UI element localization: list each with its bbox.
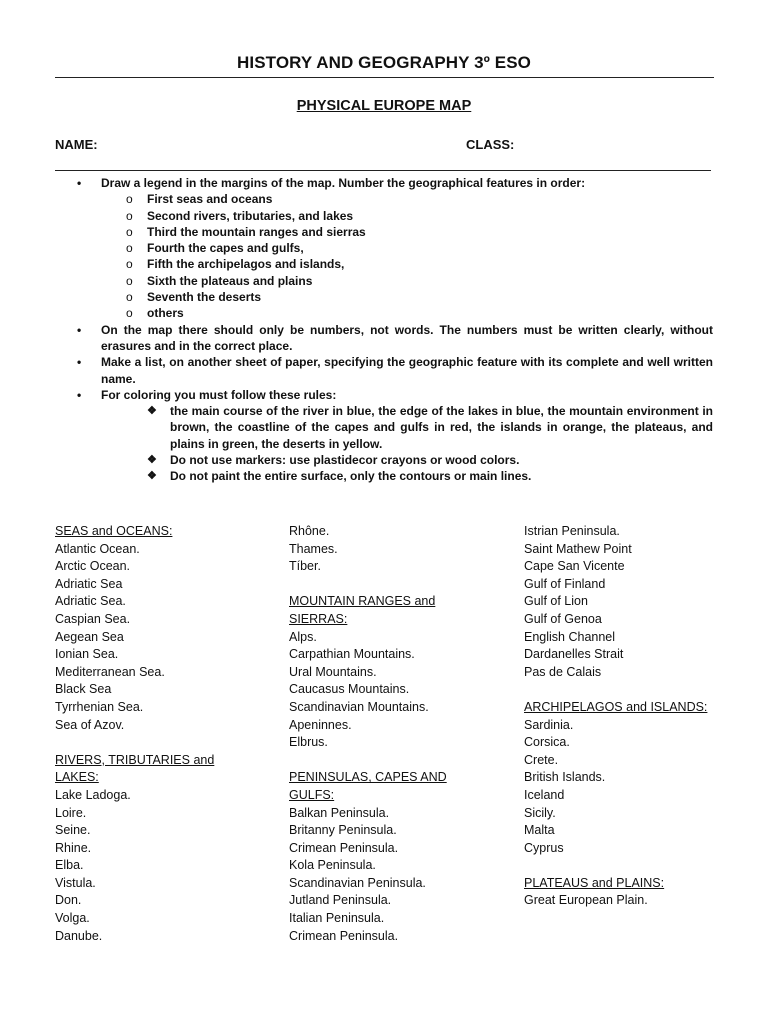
class-label: CLASS: bbox=[466, 137, 515, 152]
rule-text: Do not use markers: use plastidecor crayons or wood colors. bbox=[170, 453, 520, 468]
circle-bullet-icon: o bbox=[126, 290, 133, 305]
list-item: Malta bbox=[524, 823, 555, 838]
bullet-icon: • bbox=[77, 387, 82, 402]
list-item: Jutland Peninsula. bbox=[289, 893, 392, 908]
name-line bbox=[55, 170, 711, 171]
order-item bbox=[55, 224, 713, 240]
circle-bullet-icon: o bbox=[126, 273, 133, 288]
instruction-legend bbox=[55, 175, 713, 191]
list-item: British Islands. bbox=[524, 770, 606, 785]
list-item: Crimean Peninsula. bbox=[289, 928, 399, 943]
list-item: Alps. bbox=[289, 629, 317, 644]
coloring-rule bbox=[55, 403, 713, 452]
circle-bullet-icon: o bbox=[126, 257, 133, 272]
list-item: Caspian Sea. bbox=[55, 611, 131, 626]
spacer bbox=[55, 734, 214, 752]
list-item: Scandinavian Peninsula. bbox=[289, 875, 426, 890]
instruction-numbers bbox=[55, 322, 713, 355]
list-item: Sicily. bbox=[524, 805, 556, 820]
list-item: Gulf of Finland bbox=[524, 576, 606, 591]
list-item: Crimean Peninsula. bbox=[289, 840, 399, 855]
spacer bbox=[289, 576, 447, 594]
order-text: First seas and oceans bbox=[147, 192, 273, 207]
instruction-text: Draw a legend in the margins of the map. Number the geographical features in order: bbox=[101, 176, 586, 190]
list-item: Loire. bbox=[55, 805, 87, 820]
list-item: Cape San Vicente bbox=[524, 559, 625, 574]
mountains-heading: MOUNTAIN RANGES and bbox=[289, 594, 436, 609]
list-item: Thames. bbox=[289, 541, 338, 556]
rivers-heading: RIVERS, TRIBUTARIES and bbox=[55, 752, 215, 767]
list-item: Rhône. bbox=[289, 524, 330, 538]
instruction-text-pre bbox=[101, 323, 713, 353]
circle-bullet-icon: o bbox=[126, 306, 133, 321]
seas-heading: SEAS and OCEANS: bbox=[55, 524, 173, 538]
list-item: Volga. bbox=[55, 911, 90, 926]
list-item: Great European Plain. bbox=[524, 893, 648, 908]
list-item: Lake Ladoga. bbox=[55, 787, 131, 802]
order-item bbox=[55, 240, 713, 256]
islands-heading: ARCHIPELAGOS and ISLANDS: bbox=[524, 699, 708, 714]
list-item: Black Sea bbox=[55, 682, 112, 697]
list-item: Saint Mathew Point bbox=[524, 541, 632, 556]
spacer bbox=[524, 681, 707, 699]
list-column-2 bbox=[289, 523, 447, 945]
order-item bbox=[55, 208, 713, 224]
name-label: NAME: bbox=[55, 137, 98, 152]
order-item bbox=[55, 273, 713, 289]
list-item: Danube. bbox=[55, 928, 103, 943]
list-item: Corsica. bbox=[524, 735, 570, 750]
list-item: Gulf of Genoa bbox=[524, 611, 602, 626]
list-item: Sea of Azov. bbox=[55, 717, 125, 732]
list-item: Adriatic Sea. bbox=[55, 594, 126, 609]
list-item: Vistula. bbox=[55, 875, 96, 890]
page-subtitle bbox=[0, 98, 768, 114]
spacer bbox=[289, 752, 447, 770]
instruction-pre: On the map there should bbox=[101, 322, 260, 337]
order-text: Fifth the archipelagos and islands, bbox=[147, 257, 345, 272]
mountains-heading-cont: SIERRAS: bbox=[289, 611, 348, 626]
rivers-heading-cont: LAKES: bbox=[55, 770, 99, 785]
list-column-3 bbox=[524, 523, 707, 910]
list-item: Kola Peninsula. bbox=[289, 858, 376, 873]
list-item: Ural Mountains. bbox=[289, 664, 377, 679]
order-text: Second rivers, tributaries, and lakes bbox=[147, 208, 354, 223]
circle-bullet-icon: o bbox=[126, 192, 133, 207]
list-item: Elba. bbox=[55, 858, 84, 873]
order-item bbox=[55, 191, 713, 207]
list-item: Tyrrhenian Sea. bbox=[55, 699, 144, 714]
order-text: Third the mountain ranges and sierras bbox=[147, 224, 366, 239]
list-item: Don. bbox=[55, 893, 82, 908]
list-item: Italian Peninsula. bbox=[289, 911, 385, 926]
coloring-rule bbox=[55, 452, 713, 468]
list-item: Scandinavian Mountains. bbox=[289, 699, 429, 714]
list-column-1 bbox=[55, 523, 214, 945]
list-item: Adriatic Sea bbox=[55, 576, 123, 591]
circle-bullet-icon: o bbox=[126, 224, 133, 239]
instruction-list bbox=[55, 354, 713, 387]
list-item: Arctic Ocean. bbox=[55, 559, 131, 574]
list-item: Seine. bbox=[55, 823, 91, 838]
bullet-icon: • bbox=[77, 322, 82, 337]
list-item: Iceland bbox=[524, 787, 565, 802]
list-item: Pas de Calais bbox=[524, 664, 602, 679]
list-item: Carpathian Mountains. bbox=[289, 647, 415, 662]
title-underline bbox=[55, 77, 714, 78]
instruction-post: , not words. The numbers must be written clearly, without erasures and in the correct place. bbox=[101, 322, 713, 353]
bullet-icon: • bbox=[77, 355, 82, 370]
list-item: English Channel bbox=[524, 629, 616, 644]
rule-text: the main course of the river in blue, the edge of the lakes in blue, the mountain environment in brown, the coastline of the capes and gulfs in red, the islands in orange, the plateaus, and plains in green, the deserts in yellow. bbox=[170, 404, 713, 451]
list-item: Apeninnes. bbox=[289, 717, 352, 732]
list-item: Crete. bbox=[524, 752, 559, 767]
list-item: Elbrus. bbox=[289, 735, 328, 750]
instructions bbox=[55, 175, 713, 485]
circle-bullet-icon: o bbox=[126, 208, 133, 223]
list-item: Cyprus bbox=[524, 840, 564, 855]
peninsulas-heading-cont: GULFS: bbox=[289, 787, 335, 802]
list-item: Mediterranean Sea. bbox=[55, 664, 165, 679]
list-item: Britanny Peninsula. bbox=[289, 823, 397, 838]
list-item: Tíber. bbox=[289, 559, 321, 574]
rule-text: Do not paint the entire surface, only the contours or main lines. bbox=[170, 469, 532, 484]
list-item: Aegean Sea bbox=[55, 629, 124, 644]
circle-bullet-icon: o bbox=[126, 241, 133, 256]
list-item: Dardanelles Strait bbox=[524, 647, 624, 662]
spacer bbox=[524, 857, 707, 875]
list-item: Caucasus Mountains. bbox=[289, 682, 410, 697]
instruction-emphasis: only be numbers bbox=[259, 322, 361, 337]
list-item: Sardinia. bbox=[524, 717, 574, 732]
bullet-icon: • bbox=[77, 176, 82, 190]
order-text: Fourth the capes and gulfs, bbox=[147, 241, 304, 256]
list-item: Gulf of Lion bbox=[524, 594, 588, 609]
subtitle-text: PHYSICAL EUROPE MAP bbox=[296, 98, 472, 114]
list-item: Istrian Peninsula. bbox=[524, 524, 620, 538]
diamond-bullet-icon: ❖ bbox=[147, 405, 157, 418]
page-title: HISTORY AND GEOGRAPHY 3º ESO bbox=[237, 53, 531, 72]
order-item bbox=[55, 256, 713, 272]
order-item bbox=[55, 289, 713, 305]
list-item: Balkan Peninsula. bbox=[289, 805, 390, 820]
instruction-coloring bbox=[55, 387, 713, 403]
coloring-rule bbox=[55, 468, 713, 484]
order-item bbox=[55, 305, 713, 321]
order-text: others bbox=[147, 306, 184, 321]
diamond-bullet-icon: ❖ bbox=[147, 470, 157, 483]
order-text: Sixth the plateaus and plains bbox=[147, 273, 313, 288]
list-item: Ionian Sea. bbox=[55, 647, 119, 662]
list-item: Rhine. bbox=[55, 840, 92, 855]
instruction-text: Make a list, on another sheet of paper, specifying the geographic feature with its complete and well written name. bbox=[101, 355, 713, 386]
list-item: Atlantic Ocean. bbox=[55, 541, 140, 556]
diamond-bullet-icon: ❖ bbox=[147, 454, 157, 467]
peninsulas-heading: PENINSULAS, CAPES AND bbox=[289, 770, 447, 785]
plateaus-heading: PLATEAUS and PLAINS: bbox=[524, 875, 665, 890]
order-text: Seventh the deserts bbox=[147, 290, 262, 305]
instruction-text: For coloring you must follow these rules: bbox=[101, 387, 337, 402]
